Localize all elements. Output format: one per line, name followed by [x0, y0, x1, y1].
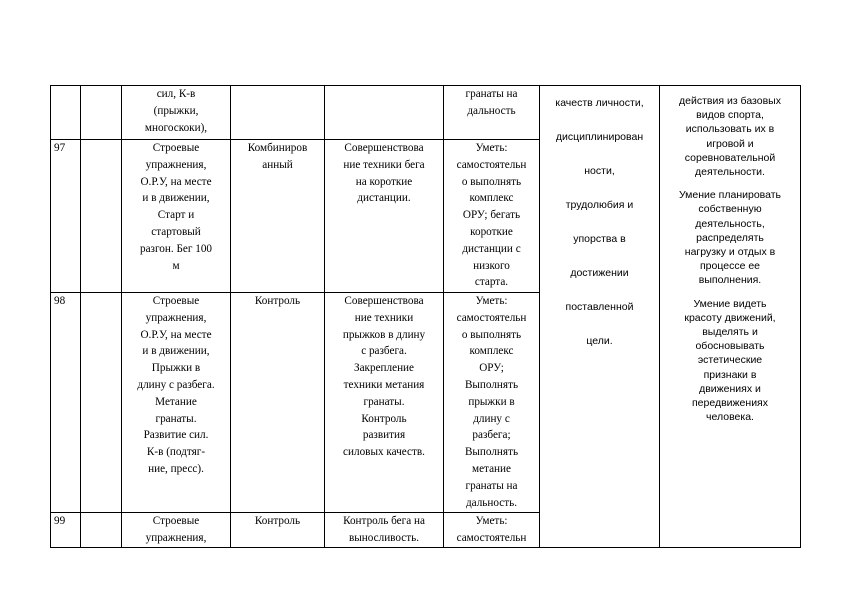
- text-line: Выполнять: [464, 446, 519, 459]
- text-line: К-в (подтяг-: [146, 446, 206, 459]
- text-line: Метание: [155, 395, 197, 408]
- text-line: человека.: [706, 411, 754, 424]
- meta-skill-paragraph: [661, 288, 799, 425]
- lesson-number: 97: [51, 140, 81, 293]
- text-line: Выполнять: [464, 378, 519, 391]
- text-line: обосновывать: [695, 340, 765, 353]
- empty-cell: [81, 140, 122, 293]
- text-line: ние, пресс).: [148, 462, 204, 475]
- text-line: выполнения.: [698, 274, 762, 287]
- text-line: Прыжки в: [151, 362, 201, 375]
- text-line: действия из базовых: [679, 95, 781, 107]
- text-line: гранаты на: [465, 479, 518, 492]
- text-line: метание: [472, 462, 511, 475]
- text-line: о выполнять: [461, 328, 522, 341]
- text-line: на короткие: [355, 175, 413, 188]
- lesson-plan-table: [50, 85, 801, 548]
- requirements-cell: [444, 513, 540, 548]
- text-line: Уметь:: [475, 515, 508, 527]
- text-line: дисциплинирован: [555, 131, 644, 143]
- text-line: процессе ее: [699, 260, 761, 273]
- text-line: дистанции.: [357, 192, 411, 205]
- text-line: разгон. Бег 100: [139, 242, 213, 255]
- text-line: О.Р.У, на месте: [140, 328, 212, 341]
- text-line: собственную: [698, 203, 762, 216]
- exercises-cell: [122, 86, 231, 140]
- text-line: Умение планировать: [678, 189, 782, 202]
- text-line: дальность: [467, 104, 516, 117]
- text-line: упражнения,: [145, 158, 207, 171]
- text-line: дальность.: [465, 496, 518, 509]
- lesson-type-cell: [231, 293, 325, 513]
- text-line: Старт и: [157, 209, 195, 222]
- text-line: старта.: [474, 276, 509, 289]
- text-line: Контроль: [254, 295, 301, 307]
- text-line: деятельность,: [695, 217, 765, 230]
- text-line: игровой и: [706, 137, 754, 150]
- lesson-number: 99: [51, 513, 81, 548]
- text-line: достижении: [570, 267, 629, 279]
- text-line: ние техники бега: [343, 158, 425, 171]
- text-line: самостоятельн: [456, 531, 527, 544]
- text-line: Совершенствова: [344, 295, 424, 307]
- text-line: Уметь:: [475, 142, 508, 154]
- text-line: красоту движений,: [684, 311, 776, 324]
- text-line: анный: [262, 158, 293, 171]
- text-line: гранаты.: [363, 395, 405, 408]
- number-cell: [51, 86, 81, 140]
- text-line: качеств личности,: [555, 97, 644, 109]
- text-line: поставленной: [565, 301, 634, 313]
- text-line: распределять: [696, 231, 764, 244]
- text-line: упражнения,: [145, 311, 207, 324]
- text-line: соревновательной: [684, 151, 776, 164]
- personal-qualities-cell: [540, 86, 660, 548]
- text-line: разбега;: [472, 429, 511, 442]
- text-line: выделять и: [702, 326, 758, 339]
- lesson-type-cell: [231, 513, 325, 548]
- text-line: Совершенствова: [344, 142, 424, 154]
- text-line: движениях и: [699, 382, 761, 395]
- text-line: (прыжки,: [153, 104, 199, 117]
- meta-skill-paragraph: [661, 86, 799, 179]
- text-line: прыжков в длину: [342, 328, 426, 341]
- lesson-type-cell: [231, 140, 325, 293]
- text-line: и в движении,: [142, 345, 210, 358]
- text-line: цели.: [586, 335, 613, 347]
- text-line: силовых качеств.: [343, 446, 425, 459]
- text-line: самостоятельн: [456, 158, 527, 171]
- text-line: ОРУ;: [479, 362, 504, 375]
- text-line: ние техники: [354, 311, 414, 324]
- requirements-cell: [444, 86, 540, 140]
- text-line: ности,: [584, 165, 615, 177]
- text-line: трудолюбия и: [565, 199, 634, 211]
- text-line: длину с: [473, 412, 510, 425]
- text-line: низкого: [473, 259, 510, 272]
- content-cell: [325, 293, 444, 513]
- text-line: сил, К-в: [156, 88, 196, 100]
- meta-skills-cell: [660, 86, 801, 548]
- empty-cell: [81, 293, 122, 513]
- text-line: прыжки в: [468, 395, 515, 408]
- exercises-cell: [122, 293, 231, 513]
- text-line: м: [172, 259, 180, 272]
- text-line: гранаты на: [465, 88, 518, 100]
- content-cell: [325, 140, 444, 293]
- empty-cell: [81, 86, 122, 140]
- requirements-cell: [444, 293, 540, 513]
- text-line: упорства в: [573, 233, 626, 245]
- type-cell: [231, 86, 325, 140]
- continuation-row: [51, 86, 801, 140]
- lesson-number: 98: [51, 293, 81, 513]
- text-line: длину с разбега.: [137, 378, 215, 391]
- text-line: комплекс: [469, 345, 514, 358]
- text-line: Комбиниров: [247, 142, 308, 154]
- meta-skill-paragraph: [661, 179, 799, 287]
- empty-cell: [81, 513, 122, 548]
- text-line: самостоятельн: [456, 311, 527, 324]
- text-line: Контроль бега на: [343, 515, 425, 527]
- text-line: Умение видеть: [693, 297, 767, 310]
- text-line: передвижениях: [691, 397, 768, 410]
- text-line: дистанции с: [462, 242, 521, 255]
- text-line: нагрузку и отдых в: [684, 246, 776, 259]
- text-line: техники метания: [343, 378, 425, 391]
- text-line: Контроль: [361, 412, 407, 425]
- text-line: признаки в: [703, 368, 757, 381]
- text-line: короткие: [470, 225, 513, 238]
- text-line: с разбега.: [361, 345, 407, 358]
- text-line: деятельности.: [695, 166, 765, 179]
- text-line: гранаты.: [155, 412, 197, 425]
- text-line: выносливость.: [348, 531, 420, 544]
- text-line: Закрепление: [353, 362, 415, 375]
- text-line: комплекс: [469, 192, 514, 205]
- text-line: О.Р.У, на месте: [140, 175, 212, 188]
- exercises-cell: [122, 140, 231, 293]
- text-line: развития: [362, 429, 406, 442]
- text-line: Контроль: [254, 515, 301, 527]
- text-line: использовать их в: [685, 123, 775, 136]
- text-line: Строевые: [152, 515, 200, 527]
- content-cell: [325, 86, 444, 140]
- text-line: Строевые: [152, 142, 200, 154]
- text-line: многоскоки),: [144, 121, 208, 134]
- text-line: и в движении,: [142, 192, 210, 205]
- text-line: ОРУ; бегать: [462, 209, 521, 222]
- text-line: видов спорта,: [696, 109, 764, 122]
- text-line: о выполнять: [461, 175, 522, 188]
- text-line: Строевые: [152, 295, 200, 307]
- exercises-cell: [122, 513, 231, 548]
- text-line: стартовый: [151, 225, 201, 238]
- text-line: Уметь:: [475, 295, 508, 307]
- text-line: Развитие сил.: [143, 429, 209, 442]
- text-line: эстетические: [697, 354, 763, 367]
- requirements-cell: [444, 140, 540, 293]
- content-cell: [325, 513, 444, 548]
- text-line: упражнения,: [145, 531, 207, 544]
